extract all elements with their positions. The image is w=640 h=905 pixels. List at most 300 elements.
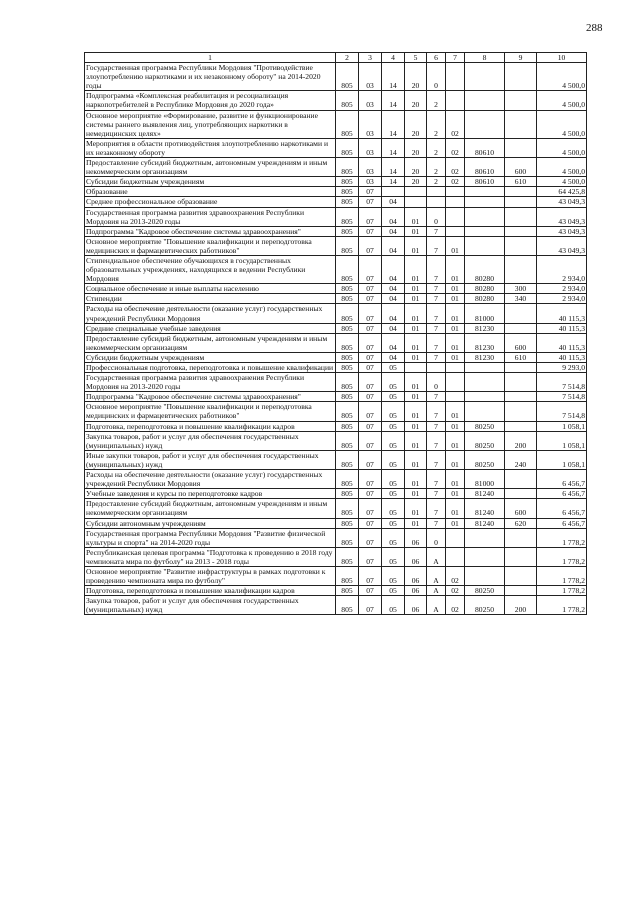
- row-name-cell: Субсидии автономным учреждениям: [85, 518, 336, 528]
- row-amount-cell: 40 115,3: [537, 333, 587, 352]
- row-code-cell: 03: [359, 63, 382, 91]
- row-code-cell: 80250: [465, 586, 505, 596]
- row-code-cell: [505, 197, 537, 207]
- table-row: [85, 499, 587, 518]
- row-code-cell: 05: [382, 450, 405, 469]
- row-code-cell: [505, 207, 537, 226]
- row-amount-cell: 64 425,8: [537, 187, 587, 197]
- row-code-cell: 01: [405, 518, 427, 528]
- row-code-cell: 02: [446, 110, 465, 138]
- row-code-cell: [427, 363, 446, 373]
- row-amount-cell: 1 058,1: [537, 421, 587, 431]
- row-code-cell: 7: [427, 255, 446, 283]
- table-row: [85, 352, 587, 362]
- row-code-cell: 805: [336, 255, 359, 283]
- row-name-cell: Государственная программа развития здравоохранения Республики Мордовия на 2013-2020 годы: [85, 373, 336, 392]
- row-code-cell: 805: [336, 110, 359, 138]
- row-code-cell: [505, 110, 537, 138]
- table-row: [85, 323, 587, 333]
- row-code-cell: 610: [505, 352, 537, 362]
- row-name-cell: Субсидии бюджетным учреждениям: [85, 352, 336, 362]
- row-code-cell: 7: [427, 470, 446, 489]
- row-code-cell: [505, 323, 537, 333]
- row-code-cell: 81230: [465, 352, 505, 362]
- row-code-cell: 05: [382, 470, 405, 489]
- row-name-cell: Предоставление субсидий бюджетным, автономным учреждениям и иным некоммерческим организациям: [85, 333, 336, 352]
- row-code-cell: 07: [359, 528, 382, 547]
- row-code-cell: [465, 547, 505, 566]
- row-amount-cell: 6 456,7: [537, 499, 587, 518]
- row-code-cell: 14: [382, 110, 405, 138]
- row-code-cell: 2: [427, 138, 446, 157]
- row-code-cell: 620: [505, 518, 537, 528]
- row-code-cell: 7: [427, 333, 446, 352]
- row-code-cell: 01: [446, 323, 465, 333]
- row-code-cell: [505, 547, 537, 566]
- table-row: [85, 187, 587, 197]
- row-code-cell: 01: [446, 255, 465, 283]
- row-code-cell: [465, 373, 505, 392]
- row-code-cell: 01: [405, 499, 427, 518]
- row-code-cell: [505, 421, 537, 431]
- row-code-cell: 07: [359, 352, 382, 362]
- row-code-cell: [446, 187, 465, 197]
- row-code-cell: 805: [336, 158, 359, 177]
- row-code-cell: 2: [427, 91, 446, 110]
- row-name-cell: Средние специальные учебные заведения: [85, 323, 336, 333]
- row-name-cell: Иные закупки товаров, работ и услуг для обеспечения государственных (муниципальных) нужд: [85, 450, 336, 469]
- row-code-cell: 04: [382, 284, 405, 294]
- row-code-cell: 7: [427, 489, 446, 499]
- row-code-cell: 805: [336, 421, 359, 431]
- row-name-cell: Субсидии бюджетным учреждениям: [85, 177, 336, 187]
- row-code-cell: [505, 187, 537, 197]
- table-row: [85, 138, 587, 157]
- row-code-cell: 7: [427, 236, 446, 255]
- row-code-cell: 7: [427, 421, 446, 431]
- row-name-cell: Подготовка, переподготовка и повышение квалификации кадров: [85, 421, 336, 431]
- row-code-cell: 7: [427, 294, 446, 304]
- row-code-cell: 04: [382, 304, 405, 323]
- row-code-cell: 80250: [465, 421, 505, 431]
- row-amount-cell: 4 500,0: [537, 91, 587, 110]
- row-code-cell: 80610: [465, 177, 505, 187]
- row-code-cell: 01: [446, 421, 465, 431]
- row-name-cell: Подпрограмма "Кадровое обеспечение системы здравоохранения": [85, 226, 336, 236]
- column-header: 6: [427, 53, 446, 63]
- row-code-cell: 805: [336, 236, 359, 255]
- row-amount-cell: 1 778,2: [537, 596, 587, 615]
- row-code-cell: 01: [405, 489, 427, 499]
- row-code-cell: 805: [336, 207, 359, 226]
- row-code-cell: 81240: [465, 518, 505, 528]
- row-code-cell: 805: [336, 284, 359, 294]
- row-code-cell: 06: [405, 566, 427, 585]
- row-code-cell: [465, 392, 505, 402]
- row-code-cell: [505, 392, 537, 402]
- row-code-cell: 07: [359, 363, 382, 373]
- row-code-cell: [505, 528, 537, 547]
- row-code-cell: 7: [427, 450, 446, 469]
- row-code-cell: 7: [427, 518, 446, 528]
- row-name-cell: Расходы на обеспечение деятельности (оказание услуг) государственных учреждений Республики Мордовия: [85, 304, 336, 323]
- row-code-cell: 2: [427, 177, 446, 187]
- row-code-cell: 7: [427, 431, 446, 450]
- row-code-cell: 07: [359, 596, 382, 615]
- row-amount-cell: 6 456,7: [537, 518, 587, 528]
- row-code-cell: 80280: [465, 294, 505, 304]
- row-code-cell: [505, 236, 537, 255]
- row-code-cell: 01: [446, 470, 465, 489]
- row-code-cell: 07: [359, 284, 382, 294]
- row-code-cell: 05: [382, 373, 405, 392]
- row-code-cell: 81230: [465, 333, 505, 352]
- table-row: [85, 402, 587, 421]
- row-code-cell: [465, 566, 505, 585]
- row-code-cell: [505, 402, 537, 421]
- row-code-cell: 07: [359, 392, 382, 402]
- table-row: [85, 304, 587, 323]
- row-code-cell: 0: [427, 528, 446, 547]
- column-header: 9: [505, 53, 537, 63]
- row-code-cell: 14: [382, 63, 405, 91]
- row-amount-cell: 1 778,2: [537, 547, 587, 566]
- row-code-cell: 04: [382, 255, 405, 283]
- row-code-cell: 01: [405, 226, 427, 236]
- table-row: [85, 547, 587, 566]
- table-row: [85, 207, 587, 226]
- row-code-cell: 805: [336, 363, 359, 373]
- table-row: [85, 110, 587, 138]
- row-code-cell: [465, 528, 505, 547]
- table-row: [85, 63, 587, 91]
- row-code-cell: 07: [359, 431, 382, 450]
- row-code-cell: 01: [446, 294, 465, 304]
- row-name-cell: Образование: [85, 187, 336, 197]
- row-code-cell: [505, 566, 537, 585]
- row-code-cell: 240: [505, 450, 537, 469]
- row-code-cell: 07: [359, 255, 382, 283]
- row-code-cell: [446, 547, 465, 566]
- row-code-cell: 07: [359, 450, 382, 469]
- row-name-cell: Подпрограмма «Комплексная реабилитация и ресоциализация наркопотребителей в Республике Мордовия до 2020 года»: [85, 91, 336, 110]
- row-code-cell: [505, 470, 537, 489]
- column-header: 7: [446, 53, 465, 63]
- column-header: 10: [537, 53, 587, 63]
- row-code-cell: 07: [359, 499, 382, 518]
- row-code-cell: 01: [405, 323, 427, 333]
- table-row: [85, 284, 587, 294]
- row-code-cell: [446, 373, 465, 392]
- row-code-cell: [427, 197, 446, 207]
- column-header: 2: [336, 53, 359, 63]
- row-code-cell: 05: [382, 596, 405, 615]
- row-name-cell: Подготовка, переподготовка и повышение квалификации кадров: [85, 586, 336, 596]
- row-code-cell: 0: [427, 63, 446, 91]
- row-code-cell: 805: [336, 566, 359, 585]
- row-code-cell: 07: [359, 226, 382, 236]
- row-amount-cell: 4 500,0: [537, 110, 587, 138]
- row-name-cell: Социальное обеспечение и иные выплаты населению: [85, 284, 336, 294]
- row-code-cell: [505, 586, 537, 596]
- row-code-cell: 02: [446, 158, 465, 177]
- row-code-cell: 81230: [465, 323, 505, 333]
- row-code-cell: [465, 236, 505, 255]
- row-code-cell: 03: [359, 138, 382, 157]
- row-code-cell: [465, 110, 505, 138]
- row-code-cell: 02: [446, 566, 465, 585]
- row-code-cell: 04: [382, 226, 405, 236]
- row-code-cell: 20: [405, 177, 427, 187]
- row-code-cell: 81000: [465, 470, 505, 489]
- row-code-cell: 01: [405, 352, 427, 362]
- row-code-cell: [465, 226, 505, 236]
- row-code-cell: 07: [359, 304, 382, 323]
- row-amount-cell: 1 778,2: [537, 528, 587, 547]
- row-code-cell: 14: [382, 177, 405, 187]
- row-code-cell: 805: [336, 547, 359, 566]
- row-code-cell: 06: [405, 528, 427, 547]
- row-amount-cell: 4 500,0: [537, 158, 587, 177]
- row-amount-cell: 9 293,0: [537, 363, 587, 373]
- row-code-cell: [505, 255, 537, 283]
- row-code-cell: 01: [405, 284, 427, 294]
- row-amount-cell: 1 058,1: [537, 431, 587, 450]
- row-code-cell: [427, 187, 446, 197]
- row-code-cell: 2: [427, 110, 446, 138]
- row-amount-cell: 43 049,3: [537, 236, 587, 255]
- table-row: [85, 197, 587, 207]
- row-code-cell: [405, 197, 427, 207]
- row-code-cell: 01: [446, 489, 465, 499]
- row-code-cell: 03: [359, 177, 382, 187]
- row-code-cell: 805: [336, 518, 359, 528]
- row-code-cell: [465, 63, 505, 91]
- row-code-cell: [446, 363, 465, 373]
- row-code-cell: 03: [359, 110, 382, 138]
- row-code-cell: 20: [405, 91, 427, 110]
- row-name-cell: Расходы на обеспечение деятельности (оказание услуг) государственных учреждений Республики Мордовия: [85, 470, 336, 489]
- row-code-cell: 05: [382, 528, 405, 547]
- row-name-cell: Стипендии: [85, 294, 336, 304]
- row-code-cell: 80250: [465, 450, 505, 469]
- table-row: [85, 518, 587, 528]
- row-code-cell: 04: [382, 294, 405, 304]
- row-code-cell: 01: [446, 499, 465, 518]
- row-code-cell: 805: [336, 450, 359, 469]
- row-code-cell: 600: [505, 158, 537, 177]
- row-code-cell: 7: [427, 226, 446, 236]
- row-code-cell: 200: [505, 431, 537, 450]
- row-name-cell: Государственная программа развития здравоохранения Республики Мордовия на 2013-2020 годы: [85, 207, 336, 226]
- row-amount-cell: 2 934,0: [537, 255, 587, 283]
- row-code-cell: [382, 187, 405, 197]
- row-code-cell: 04: [382, 333, 405, 352]
- row-amount-cell: 4 500,0: [537, 138, 587, 157]
- table-row: [85, 373, 587, 392]
- row-code-cell: 805: [336, 226, 359, 236]
- row-code-cell: 600: [505, 333, 537, 352]
- row-code-cell: 805: [336, 499, 359, 518]
- row-amount-cell: 40 115,3: [537, 352, 587, 362]
- row-code-cell: 07: [359, 333, 382, 352]
- column-header: 4: [382, 53, 405, 63]
- row-code-cell: 805: [336, 373, 359, 392]
- row-amount-cell: 1 058,1: [537, 450, 587, 469]
- row-code-cell: 04: [382, 207, 405, 226]
- row-code-cell: 01: [405, 294, 427, 304]
- row-code-cell: 04: [382, 323, 405, 333]
- row-code-cell: [446, 207, 465, 226]
- row-code-cell: 07: [359, 323, 382, 333]
- table-row: [85, 158, 587, 177]
- table-row: [85, 255, 587, 283]
- row-code-cell: [405, 187, 427, 197]
- row-amount-cell: 2 934,0: [537, 294, 587, 304]
- row-code-cell: [465, 363, 505, 373]
- row-name-cell: Основное мероприятие «Формирование, развитие и функционирование системы раннего выявления лиц, употребляющих наркотики в немедицинских целях»: [85, 110, 336, 138]
- row-code-cell: 05: [382, 431, 405, 450]
- row-code-cell: 20: [405, 110, 427, 138]
- row-code-cell: 805: [336, 177, 359, 187]
- row-amount-cell: 7 514,8: [537, 392, 587, 402]
- row-name-cell: Государственная программа Республики Мордовия "Противодействие злоупотреблению наркотиками и их незаконному обороту" на 2014-2020 годы: [85, 63, 336, 91]
- row-code-cell: 03: [359, 158, 382, 177]
- row-code-cell: 80280: [465, 284, 505, 294]
- row-code-cell: [465, 91, 505, 110]
- row-name-cell: Закупка товаров, работ и услуг для обеспечения государственных (муниципальных) нужд: [85, 431, 336, 450]
- row-code-cell: 01: [405, 392, 427, 402]
- row-code-cell: 7: [427, 352, 446, 362]
- row-code-cell: 805: [336, 586, 359, 596]
- row-code-cell: 805: [336, 352, 359, 362]
- row-code-cell: [505, 91, 537, 110]
- row-code-cell: 14: [382, 158, 405, 177]
- row-code-cell: [446, 197, 465, 207]
- row-code-cell: 04: [382, 197, 405, 207]
- table-row: [85, 596, 587, 615]
- row-code-cell: 200: [505, 596, 537, 615]
- row-code-cell: 80610: [465, 158, 505, 177]
- row-amount-cell: 7 514,8: [537, 402, 587, 421]
- row-code-cell: 07: [359, 586, 382, 596]
- table-row: [85, 586, 587, 596]
- row-code-cell: 805: [336, 138, 359, 157]
- row-code-cell: 81240: [465, 489, 505, 499]
- row-code-cell: 05: [382, 547, 405, 566]
- row-amount-cell: 1 778,2: [537, 566, 587, 585]
- row-code-cell: [505, 138, 537, 157]
- table-row: [85, 489, 587, 499]
- row-code-cell: 02: [446, 586, 465, 596]
- row-code-cell: 01: [405, 431, 427, 450]
- row-name-cell: Мероприятия в области противодействия злоупотреблению наркотиками и их незаконному обороту: [85, 138, 336, 157]
- table-row: [85, 470, 587, 489]
- table-row: [85, 431, 587, 450]
- row-name-cell: Профессиональная подготовка, переподготовка и повышение квалификации: [85, 363, 336, 373]
- row-code-cell: 805: [336, 197, 359, 207]
- row-amount-cell: 1 778,2: [537, 586, 587, 596]
- row-code-cell: [505, 489, 537, 499]
- row-code-cell: 805: [336, 528, 359, 547]
- row-code-cell: [465, 207, 505, 226]
- row-code-cell: [405, 363, 427, 373]
- row-code-cell: А: [427, 586, 446, 596]
- row-code-cell: А: [427, 596, 446, 615]
- row-code-cell: 05: [382, 566, 405, 585]
- row-amount-cell: 4 500,0: [537, 63, 587, 91]
- row-code-cell: 01: [446, 518, 465, 528]
- row-code-cell: [505, 226, 537, 236]
- row-code-cell: 07: [359, 236, 382, 255]
- row-code-cell: 05: [382, 421, 405, 431]
- row-code-cell: 0: [427, 207, 446, 226]
- row-code-cell: А: [427, 566, 446, 585]
- row-amount-cell: 43 049,3: [537, 197, 587, 207]
- row-code-cell: 07: [359, 489, 382, 499]
- row-code-cell: 01: [446, 333, 465, 352]
- row-code-cell: 07: [359, 470, 382, 489]
- row-code-cell: 340: [505, 294, 537, 304]
- row-code-cell: 14: [382, 138, 405, 157]
- row-code-cell: [505, 363, 537, 373]
- row-code-cell: 20: [405, 158, 427, 177]
- row-code-cell: 805: [336, 63, 359, 91]
- row-code-cell: 02: [446, 596, 465, 615]
- row-code-cell: А: [427, 547, 446, 566]
- row-code-cell: 805: [336, 304, 359, 323]
- table-row: [85, 566, 587, 585]
- row-amount-cell: 40 115,3: [537, 323, 587, 333]
- row-code-cell: [505, 304, 537, 323]
- row-code-cell: 01: [405, 421, 427, 431]
- row-code-cell: 20: [405, 63, 427, 91]
- row-code-cell: 01: [446, 304, 465, 323]
- row-code-cell: 20: [405, 138, 427, 157]
- row-code-cell: 01: [405, 207, 427, 226]
- row-code-cell: 80280: [465, 255, 505, 283]
- row-code-cell: 07: [359, 373, 382, 392]
- row-amount-cell: 6 456,7: [537, 470, 587, 489]
- row-code-cell: 805: [336, 402, 359, 421]
- row-code-cell: 06: [405, 596, 427, 615]
- table-row: [85, 363, 587, 373]
- row-code-cell: 06: [405, 586, 427, 596]
- row-code-cell: [465, 187, 505, 197]
- row-code-cell: 01: [405, 450, 427, 469]
- row-code-cell: 2: [427, 158, 446, 177]
- row-code-cell: [446, 63, 465, 91]
- row-code-cell: 600: [505, 499, 537, 518]
- row-code-cell: 01: [405, 373, 427, 392]
- row-name-cell: Предоставление субсидий бюджетным, автономным учреждениям и иным некоммерческим организациям: [85, 158, 336, 177]
- row-code-cell: 01: [446, 352, 465, 362]
- row-code-cell: 7: [427, 304, 446, 323]
- row-code-cell: 07: [359, 547, 382, 566]
- page-number: 288: [586, 22, 603, 34]
- row-code-cell: [446, 91, 465, 110]
- row-code-cell: 805: [336, 470, 359, 489]
- row-code-cell: 01: [405, 333, 427, 352]
- row-name-cell: Предоставление субсидий бюджетным, автономным учреждениям и иным некоммерческим организациям: [85, 499, 336, 518]
- row-code-cell: 05: [382, 586, 405, 596]
- table-row: [85, 421, 587, 431]
- row-code-cell: 01: [405, 255, 427, 283]
- row-code-cell: 01: [405, 402, 427, 421]
- row-code-cell: [465, 197, 505, 207]
- row-code-cell: 05: [382, 363, 405, 373]
- row-code-cell: 02: [446, 138, 465, 157]
